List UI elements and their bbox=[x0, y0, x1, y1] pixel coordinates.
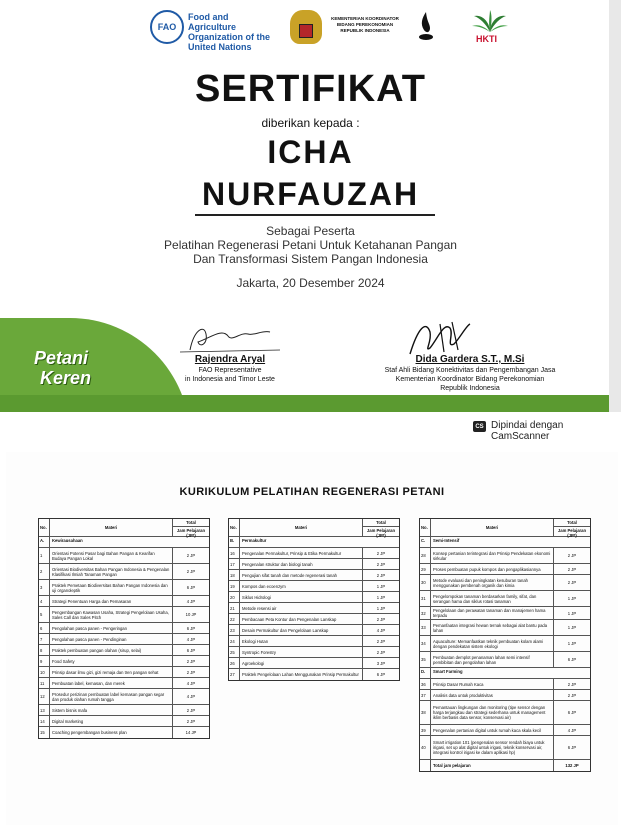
table-row bbox=[39, 727, 209, 738]
table-row bbox=[420, 575, 590, 591]
row-materi: Pengolahan pasca panen - Pendinginan bbox=[50, 634, 173, 644]
signer1-name: Rajendra Aryal bbox=[194, 354, 266, 365]
row-materi: Orientasi Biodiversitas Bahan Pangan Indonesia & Pengenalan Klasifikasi Ilmiah Tanaman Pangan bbox=[50, 564, 173, 579]
signer2-ministry: Kementerian Koordinator Bidang Perekonomian bbox=[395, 376, 545, 383]
row-materi: Sistem bisnis mafa bbox=[50, 705, 173, 715]
row-number: 9 bbox=[39, 656, 50, 666]
row-jp: 2 JP bbox=[376, 572, 386, 578]
row-number: 7 bbox=[39, 634, 50, 644]
row-number: 8 bbox=[39, 645, 50, 655]
row-materi: Pembuatan demplot penanaman lahan semi intensif pembibitan dan pengolahan lahan bbox=[431, 652, 554, 667]
table-row bbox=[229, 625, 399, 636]
row-jp: 2 JP bbox=[376, 616, 386, 622]
table-row bbox=[229, 614, 399, 625]
signer1-title: FAO Representative bbox=[198, 367, 262, 374]
table-row bbox=[39, 564, 209, 580]
row-number: 34 bbox=[420, 636, 431, 651]
row-number: 12 bbox=[39, 689, 50, 704]
row-number: 19 bbox=[229, 581, 240, 591]
scanner-watermark-bar bbox=[0, 413, 621, 441]
table-row bbox=[420, 564, 590, 575]
row-materi: Konsep pertanian terintegrasi dan Prinsip Pendekatan ekonomi sirkular bbox=[431, 548, 554, 563]
table-row bbox=[39, 580, 209, 596]
row-jp: 6 JP bbox=[186, 585, 196, 590]
row-jp: 2 JP bbox=[376, 638, 386, 644]
row-materi: Smart irrigation 101 (pengenalan sensor rendah biaya untuk irigasi, set up alat digital untuk irigasi, teknik konservasi air, integrasi kontrol irigasi ke dalam aplikasi hp) bbox=[431, 736, 554, 759]
table-row bbox=[39, 634, 209, 645]
row-materi: Siklus Hidrologi bbox=[240, 592, 363, 602]
table-row bbox=[420, 607, 590, 620]
section-title: Semi-Intensif bbox=[433, 538, 460, 543]
curriculum-table-2 bbox=[228, 518, 400, 681]
table-row bbox=[39, 548, 209, 564]
row-materi: Pemantauan lingkungan dan monitoring (tipe sensor dengan harga terjangkau dan strategi sederhana untuk management iklim berbasis data sensor, konservasi air) bbox=[431, 701, 554, 724]
row-materi: Prosedur perizinan pembuatan label kemasan pangan segar dan produk olahan rumah tangga bbox=[50, 689, 173, 704]
table-row bbox=[420, 652, 590, 668]
recipient-name-line2: NURFAUZAH bbox=[201, 176, 420, 212]
section-letter: B. bbox=[229, 537, 240, 547]
row-materi: Desain Permakultur dan Pengelolaan Lanskap bbox=[240, 625, 363, 635]
table-row bbox=[229, 647, 399, 658]
row-materi: Coaching pengembangan business plan bbox=[50, 727, 173, 738]
table-row bbox=[39, 705, 209, 716]
row-number: 21 bbox=[229, 603, 240, 613]
row-jp: 132 JP bbox=[565, 763, 579, 768]
row-jp: 1 JP bbox=[567, 625, 577, 630]
row-materi: Prinsip Dasar Rumah Kaca bbox=[431, 679, 554, 689]
row-number: 6 bbox=[39, 623, 50, 633]
row-materi: Digital marketing bbox=[50, 716, 173, 726]
row-number: 20 bbox=[229, 592, 240, 602]
table-row bbox=[229, 658, 399, 669]
row-jp: 2 JP bbox=[186, 707, 196, 713]
row-jp: 2 JP bbox=[186, 658, 196, 664]
name-underline bbox=[195, 214, 435, 216]
table-row bbox=[420, 591, 590, 607]
signer2-country: Republik Indonesia bbox=[440, 385, 500, 392]
row-jp: 4 JP bbox=[186, 598, 196, 604]
header-materi: Materi bbox=[50, 519, 173, 536]
table-row bbox=[39, 645, 209, 656]
row-jp: 6 JP bbox=[567, 657, 577, 662]
scanner-text: Dipindai dengan CamScanner bbox=[491, 420, 564, 442]
row-materi: Food Safety bbox=[50, 656, 173, 666]
table-row bbox=[229, 570, 399, 581]
table-row bbox=[420, 620, 590, 636]
row-jp: 4 JP bbox=[376, 627, 386, 633]
table-row bbox=[39, 656, 209, 667]
row-materi: Aquaculture: Memanfaatkan teknik pembuatan kolam alami dengan pendekatan sistem ekologi bbox=[431, 636, 554, 651]
hkti-leaf-icon bbox=[472, 10, 508, 32]
total-row bbox=[420, 760, 590, 771]
signer2-title: Staf Ahli Bidang Konektivitas dan Pengembangan Jasa bbox=[384, 367, 556, 374]
row-number: 40 bbox=[420, 736, 431, 759]
header-total-label: Total bbox=[554, 519, 590, 527]
row-number: 32 bbox=[420, 607, 431, 619]
row-jp: 1 JP bbox=[567, 641, 577, 646]
row-jp: 2 JP bbox=[567, 580, 577, 585]
recipient-name-line1: ICHA bbox=[267, 134, 354, 170]
row-jp: 2 JP bbox=[186, 569, 196, 574]
table-row bbox=[229, 548, 399, 559]
row-jp: 14 JP bbox=[185, 730, 197, 735]
row-jp: 4 JP bbox=[567, 727, 577, 733]
row-materi: Praktek Pengelolaan Lahan Menggunakan Prinsip Permakultur bbox=[240, 669, 363, 680]
table-row bbox=[39, 689, 209, 705]
participant-role: Sebagai Peserta bbox=[266, 224, 355, 238]
row-number: 13 bbox=[39, 705, 50, 715]
row-number: 10 bbox=[39, 667, 50, 677]
row-jp: 1 JP bbox=[376, 605, 386, 611]
row-materi: Proses pembuatan pupuk kompos dan pengaplikasiannya bbox=[431, 564, 554, 574]
row-number: 31 bbox=[420, 591, 431, 606]
row-materi: Pengembangan Kawasan Usaha, Strategi Pengelolaan Usaha, Sales Call dan Sales Pitch bbox=[50, 607, 173, 622]
table-row bbox=[229, 592, 399, 603]
header-no: No. bbox=[420, 519, 431, 536]
section-row bbox=[39, 537, 209, 548]
given-to-label: diberikan kepada : bbox=[261, 116, 360, 130]
row-number: 4 bbox=[39, 596, 50, 606]
row-jp: 2 JP bbox=[376, 649, 386, 655]
fao-logo-icon bbox=[150, 10, 184, 44]
table-row bbox=[420, 701, 590, 725]
row-materi: Kompos dan ecoenzym bbox=[240, 581, 363, 591]
row-number: 25 bbox=[229, 647, 240, 657]
row-number: 15 bbox=[39, 727, 50, 738]
camscanner-icon bbox=[473, 421, 486, 432]
row-number: 11 bbox=[39, 678, 50, 688]
kemenko-text: KEMENTERIAN KOORDINATOR BIDANG PEREKONOMIAN REPUBLIK INDONESIA bbox=[331, 16, 399, 33]
row-number: 16 bbox=[229, 548, 240, 558]
row-jp: 4 JP bbox=[186, 694, 196, 699]
table-row bbox=[39, 623, 209, 634]
signature-left bbox=[170, 320, 290, 356]
hkti-text: HKTI bbox=[476, 34, 497, 44]
row-number: 39 bbox=[420, 725, 431, 735]
row-number: 27 bbox=[229, 669, 240, 680]
row-jp: 6 JP bbox=[567, 710, 577, 715]
row-number: 2 bbox=[39, 564, 50, 579]
section-title: Smart Farming bbox=[433, 669, 463, 674]
row-number: 29 bbox=[420, 564, 431, 574]
row-materi: Syntropic Forestry bbox=[240, 647, 363, 657]
row-jp: 1 JP bbox=[567, 596, 577, 601]
header-total-label: Total bbox=[173, 519, 209, 527]
header-jp-label: Jam Pelajaran (JP*) bbox=[366, 528, 396, 538]
table-row bbox=[229, 669, 399, 680]
row-number bbox=[420, 760, 431, 771]
row-materi: Metode evaluasi dan peningkatan kesuburan tanah menggunakan pembenah organik dan kimia bbox=[431, 575, 554, 590]
petani-keren-logo-line2: Keren bbox=[40, 368, 92, 388]
row-materi: Agroekologi bbox=[240, 658, 363, 668]
row-materi: Total jam pelajaran bbox=[431, 760, 554, 771]
header-total-label: Total bbox=[363, 519, 399, 527]
row-materi: Prinsip dasar ilmu gizi, gizi remaja dan tren pangan sehat bbox=[50, 667, 173, 677]
program-line2: Dan Transformasi Sistem Pangan Indonesia bbox=[193, 252, 428, 266]
curriculum-title: KURIKULUM PELATIHAN REGENERASI PETANI bbox=[179, 486, 445, 498]
row-materi: Pemanfaatan integrasi hewan ternak sebagai alat bantu pada lahan bbox=[431, 620, 554, 635]
table-row bbox=[420, 725, 590, 736]
row-number: 22 bbox=[229, 614, 240, 624]
section-row bbox=[420, 537, 590, 548]
table-row bbox=[39, 716, 209, 727]
table-row bbox=[420, 736, 590, 760]
header-total bbox=[554, 519, 590, 536]
row-materi: Metode resensi air bbox=[240, 603, 363, 613]
row-jp: 6 JP bbox=[567, 745, 577, 750]
row-number: 14 bbox=[39, 716, 50, 726]
row-number: 3 bbox=[39, 580, 50, 595]
row-number: 24 bbox=[229, 636, 240, 646]
header-materi: Materi bbox=[431, 519, 554, 536]
table-header-row bbox=[39, 519, 209, 537]
row-jp: 2 JP bbox=[567, 681, 577, 687]
row-materi: Pengelompokan tanaman berdasarkan family, sifat, dan serangan hama dan siklus rotasi tanaman bbox=[431, 591, 554, 606]
row-materi: Ekologi Hutan bbox=[240, 636, 363, 646]
row-materi: Pengujian sifat tanah dan metode regenerasi tanah bbox=[240, 570, 363, 580]
row-materi: Analisis data untuk produktivitas bbox=[431, 690, 554, 700]
row-jp: 6 JP bbox=[186, 625, 196, 631]
table-row bbox=[229, 603, 399, 614]
row-jp: 10 JP bbox=[185, 612, 197, 617]
petani-keren-logo-line1: Petani bbox=[34, 348, 89, 368]
header-no: No. bbox=[39, 519, 50, 536]
row-materi: Pengenalan struktur dan biologi tanah bbox=[240, 559, 363, 569]
logo-row bbox=[150, 10, 590, 50]
section-title: Permakultur bbox=[242, 538, 267, 543]
row-jp: 1 JP bbox=[376, 583, 386, 589]
header-no: No. bbox=[229, 519, 240, 536]
row-number: 5 bbox=[39, 607, 50, 622]
row-jp: 6 JP bbox=[376, 672, 386, 677]
row-number: 18 bbox=[229, 570, 240, 580]
row-number: 26 bbox=[229, 658, 240, 668]
row-number: 30 bbox=[420, 575, 431, 590]
row-jp: 2 JP bbox=[186, 718, 196, 724]
row-materi: Pembacaan Peta Kontur dan Pengenalan Lanskap bbox=[240, 614, 363, 624]
row-number: 23 bbox=[229, 625, 240, 635]
table-row bbox=[420, 636, 590, 652]
header-total bbox=[173, 519, 209, 536]
section-letter: D. bbox=[420, 668, 431, 678]
row-number: 28 bbox=[420, 548, 431, 563]
row-materi: Pengolahan pasca panen - Pengeringan bbox=[50, 623, 173, 633]
curriculum-table-1 bbox=[38, 518, 210, 739]
table-row bbox=[39, 607, 209, 623]
header-jp-label: Jam Pelajaran (JP*) bbox=[176, 528, 206, 538]
row-number: 33 bbox=[420, 620, 431, 635]
green-bottom-band bbox=[0, 395, 621, 412]
row-jp: 1 JP bbox=[376, 594, 386, 600]
row-jp: 2 JP bbox=[376, 550, 386, 556]
row-materi: Strategi Penentuan Harga dan Pemasaran bbox=[50, 596, 173, 606]
row-materi: Praktek Pemetaan Biodiversitas Bahan Pangan Indonesia dan uji organoleptik bbox=[50, 580, 173, 595]
fao-text: Food and Agriculture Organization of the United Nations bbox=[188, 12, 270, 52]
row-jp: 3 JP bbox=[376, 660, 386, 666]
table-row bbox=[420, 690, 590, 701]
table-row bbox=[229, 559, 399, 570]
fao-abbr: FAO bbox=[157, 22, 177, 32]
table-row bbox=[229, 636, 399, 647]
table-row bbox=[39, 678, 209, 689]
row-materi: Orientasi Potensi Pasar bagi Bahan Pangan & Kearifan Budaya Pangan Lokal bbox=[50, 548, 173, 563]
signature-right bbox=[400, 318, 480, 358]
row-materi: Praktek pembuatan pangan olahan (sirup, selai) bbox=[50, 645, 173, 655]
program-line1: Pelatihan Regenerasi Petani Untuk Ketahanan Pangan bbox=[164, 238, 457, 252]
row-jp: 2 JP bbox=[186, 669, 196, 675]
certificate-title: SERTIFIKAT bbox=[195, 68, 426, 110]
row-jp: 4 JP bbox=[186, 680, 196, 686]
table-row bbox=[39, 596, 209, 607]
table-row bbox=[229, 581, 399, 592]
row-materi: Pengelolaan dan perawatan tanaman dan manajemen hama terpadu bbox=[431, 607, 554, 619]
camscanner-icon-label: CS bbox=[475, 423, 484, 430]
row-materi: Pengenalan pertanian digital untuk rumah kaca skala kecil bbox=[431, 725, 554, 735]
certificate-date: Jakarta, 20 Desember 2024 bbox=[236, 276, 385, 290]
row-jp: 2 JP bbox=[376, 561, 386, 567]
section-letter: C. bbox=[420, 537, 431, 547]
row-jp: 4 JP bbox=[186, 636, 196, 642]
row-jp: 6 JP bbox=[186, 647, 196, 653]
header-total bbox=[363, 519, 399, 536]
curriculum-table-3 bbox=[419, 518, 591, 772]
row-number: 1 bbox=[39, 548, 50, 563]
section-title: Kewirausahaan bbox=[52, 538, 83, 543]
row-materi: Pengenalan Permakultur, Prinsip & Etika Permakultur bbox=[240, 548, 363, 558]
row-number: 37 bbox=[420, 690, 431, 700]
petani-mark-icon bbox=[418, 10, 434, 42]
header-jp-label: Jam Pelajaran (JP*) bbox=[557, 528, 587, 538]
table-header-row bbox=[229, 519, 399, 537]
certificate-page bbox=[0, 0, 621, 412]
signer2-name: Dida Gardera S.T., M.Si bbox=[415, 354, 525, 365]
section-row bbox=[420, 668, 590, 679]
curriculum-page bbox=[6, 452, 618, 825]
row-number: 38 bbox=[420, 701, 431, 724]
row-jp: 2 JP bbox=[567, 566, 577, 572]
table-row bbox=[39, 667, 209, 678]
row-number: 36 bbox=[420, 679, 431, 689]
table-header-row bbox=[420, 519, 590, 537]
section-letter: A. bbox=[39, 537, 50, 547]
row-jp: 1 JP bbox=[567, 610, 577, 616]
section-row bbox=[229, 537, 399, 548]
garuda-shield-icon bbox=[299, 24, 313, 38]
row-jp: 2 JP bbox=[186, 553, 196, 558]
table-row bbox=[420, 548, 590, 564]
row-number: 17 bbox=[229, 559, 240, 569]
row-jp: 2 JP bbox=[567, 553, 577, 558]
signer1-region: in Indonesia and Timor Leste bbox=[185, 376, 275, 383]
row-jp: 2 JP bbox=[567, 692, 577, 698]
row-number: 35 bbox=[420, 652, 431, 667]
row-materi: Pembuatan label, kemasan, dan merek bbox=[50, 678, 173, 688]
table-row bbox=[420, 679, 590, 690]
header-materi: Materi bbox=[240, 519, 363, 536]
